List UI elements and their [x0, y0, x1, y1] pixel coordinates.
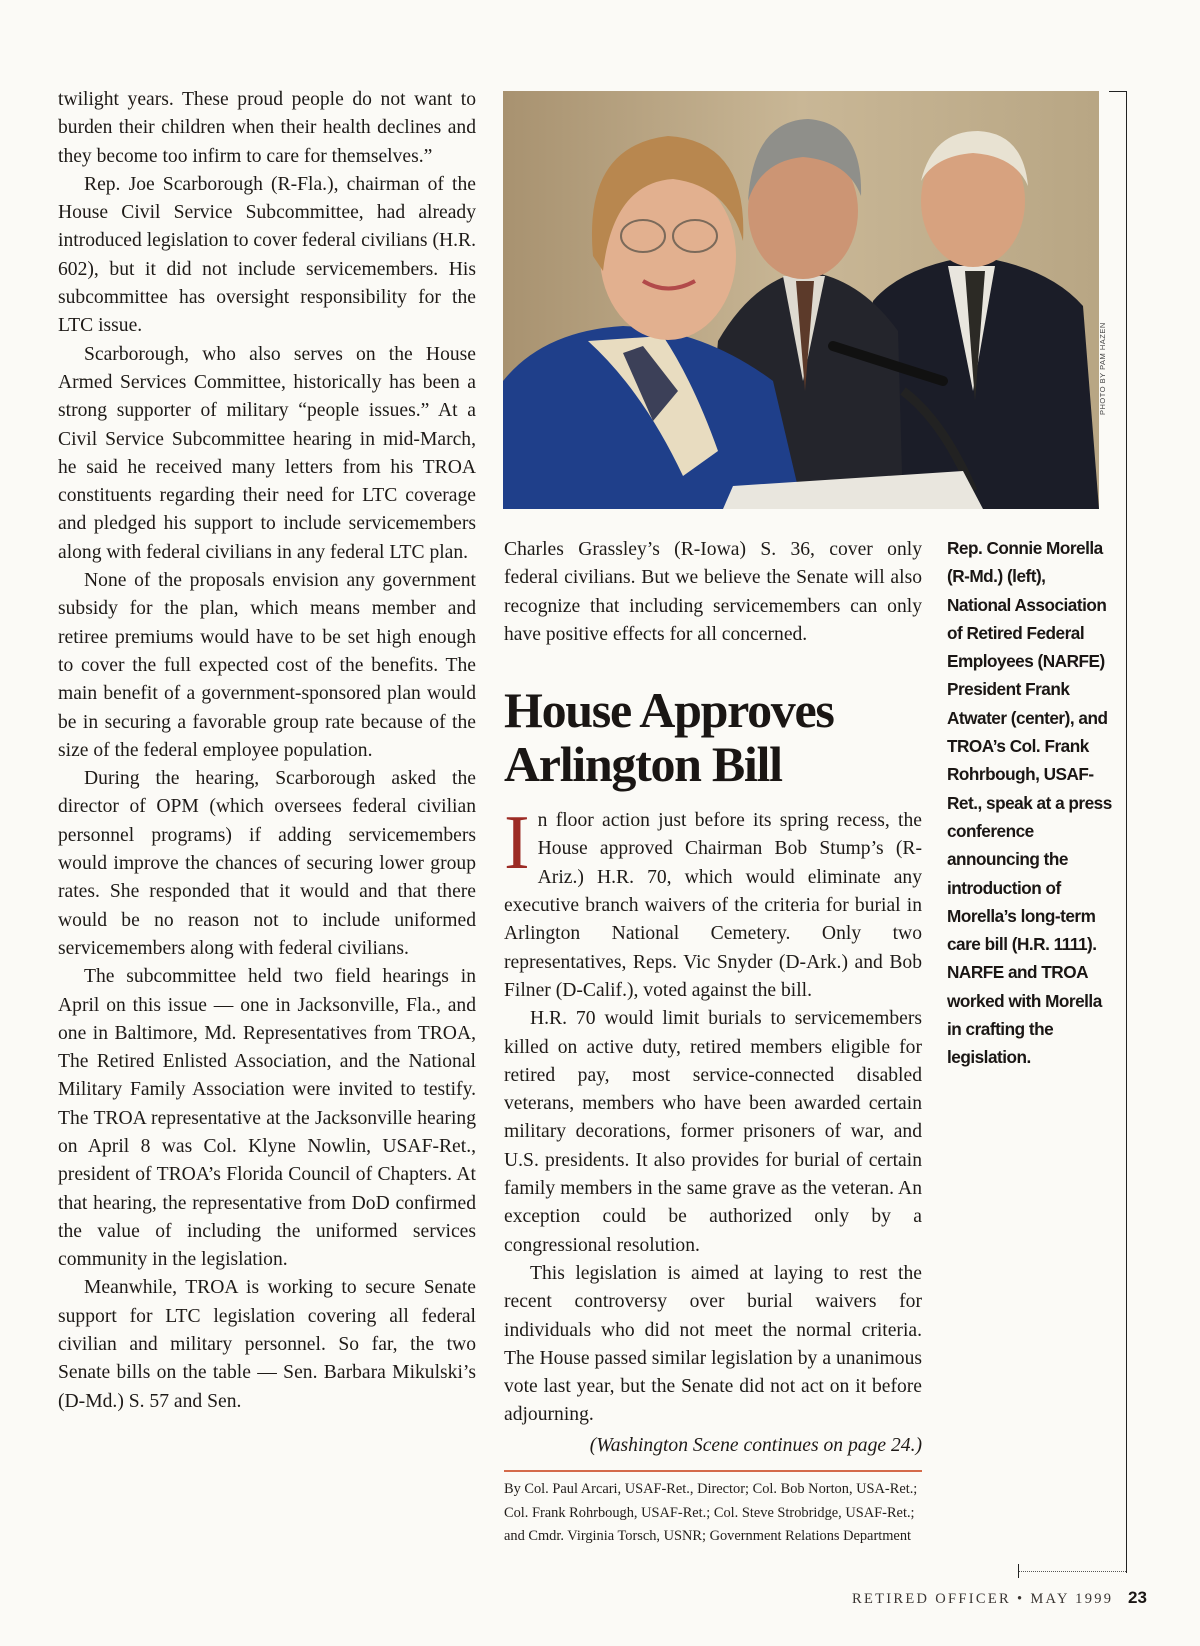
drop-cap: I: [504, 799, 530, 886]
middle-column: [504, 536, 922, 1549]
photo-caption: Rep. Connie Morella (R-Md.) (left), National Association of Retired Federal Employees (NARFE) President Frank Atwater (center), and TROA’s Col. Frank Rohrbough, USAF-Ret., speak at a press conference announcing the introduction of Morella’s long-term care bill (H.R. 1111). NARFE and TROA worked with Morella in crafting the legislation.: [947, 538, 1112, 1068]
photo-illustration: [503, 91, 1099, 509]
paragraph: This legislation is aimed at laying to rest the recent controversy over burial waivers for individuals who did not meet the normal criteria. The House passed similar legislation by a unanimous vote last year, but the Senate did not act on it before adjourning.: [504, 1262, 922, 1426]
paragraph: Scarborough, who also serves on the House Armed Services Committee, historically has been a strong supporter of military “people issues.” At a Civil Service Subcommittee hearing in mid-March, he said he received many letters from his TROA constituents regarding their need for LTC coverage and pledged his support to include servicemembers along with federal civilians in any federal LTC plan.: [58, 343, 476, 563]
page-footer: [852, 1591, 1113, 1608]
article-headline: [504, 683, 922, 791]
paragraph: Rep. Joe Scarborough (R-Fla.), chairman of the House Civil Service Subcommittee, had already introduced legislation to cover federal civilians (H.R. 602), but it did not include servicemembers. His subcommittee has oversight responsibility for the LTC issue.: [58, 173, 476, 337]
paragraph: H.R. 70 would limit burials to servicemembers killed on active duty, retired members eligible for retired pay, most service-connected disabled veterans, members who have been awarded certain military decorations, former prisoners of war, and U.S. presidents. It also provides for burial of certain family members in the same grave as the veteran. An exception could be authorized only by a congressional resolution.: [504, 1008, 922, 1256]
headline-line-2: Arlington Bill: [504, 736, 782, 793]
page-number: 23: [1128, 1588, 1147, 1607]
paragraph: None of the proposals envision any government subsidy for the plan, which means member and retiree premiums would have to be set high enough to cover the full expected cost of the benefits. The main benefit of a government-sponsored plan would be in securing a favorable group rate because of the size of the federal employee population.: [58, 570, 476, 761]
left-column: [58, 86, 476, 1416]
corner-rule: [1109, 91, 1126, 92]
issue-date: MAY 1999: [1030, 1591, 1114, 1607]
paragraph: Meanwhile, TROA is working to secure Senate support for LTC legislation covering all federal civilian and military personnel. So far, the two Senate bills on the table — Sen. Barbara Mikulski’s (D-Md.) S. 57 and Sen.: [58, 1277, 476, 1412]
lead-paragraph-text: n floor action just before its spring recess, the House approved Chairman Bob Stump’s (R-Ariz.) H.R. 70, which would eliminate any executive branch waivers of the criteria for burial in Arlington National Cemetery. Only two representatives, Reps. Vic Snyder (D-Ark.) and Bob Filner (D-Calif.), voted against the bill.: [504, 810, 922, 1001]
publication-name: RETIRED OFFICER: [852, 1591, 1011, 1607]
byline-divider: [504, 1470, 922, 1472]
lead-paragraph: [504, 799, 922, 1005]
byline: By Col. Paul Arcari, USAF-Ret., Director; Col. Bob Norton, USA-Ret.; Col. Frank Rohrbough, USAF-Ret.; Col. Steve Strobridge, USAF-Ret.; and Cmdr. Virginia Torsch, USNR; Government Relations Department: [504, 1481, 918, 1545]
headline-line-1: House Approves: [504, 682, 834, 739]
continues-note: (Washington Scene continues on page 24.): [589, 1434, 922, 1456]
paragraph: The subcommittee held two field hearings in April on this issue — one in Jacksonville, Fla., and one in Baltimore, Md. Representatives from TROA, The Retired Enlisted Association, and the National Military Family Association were invited to testify. The TROA representative at the Jacksonville hearing on April 8 was Col. Klyne Nowlin, USAF-Ret., president of TROA’s Florida Council of Chapters. At that hearing, the representative from DoD confirmed the value of including the uniformed services community in the legislation.: [58, 966, 476, 1271]
continuation-paragraph: Charles Grassley’s (R-Iowa) S. 36, cover only federal civilians. But we believe the Senate will also recognize that including servicemembers can only have positive effects for all concerned.: [504, 539, 922, 645]
bottom-rule: [1018, 1571, 1126, 1572]
bottom-rule-tick: [1018, 1564, 1019, 1578]
footer-bullet: •: [1016, 1591, 1025, 1607]
paragraph: During the hearing, Scarborough asked the director of OPM (which oversees federal civilian personnel programs) if adding servicemembers would improve the chances of securing lower group rates. She responded that it would and that there would be no reason not to include uniformed servicemembers along with federal civilians.: [58, 768, 476, 959]
photo-credit: PHOTO BY PAM HAZEN: [1098, 322, 1107, 415]
paragraph: twilight years. These proud people do not want to burden their children when their health declines and they become too infirm to care for themselves.”: [58, 89, 476, 167]
press-conference-photo: [503, 91, 1099, 509]
vertical-rule: [1126, 91, 1127, 1573]
